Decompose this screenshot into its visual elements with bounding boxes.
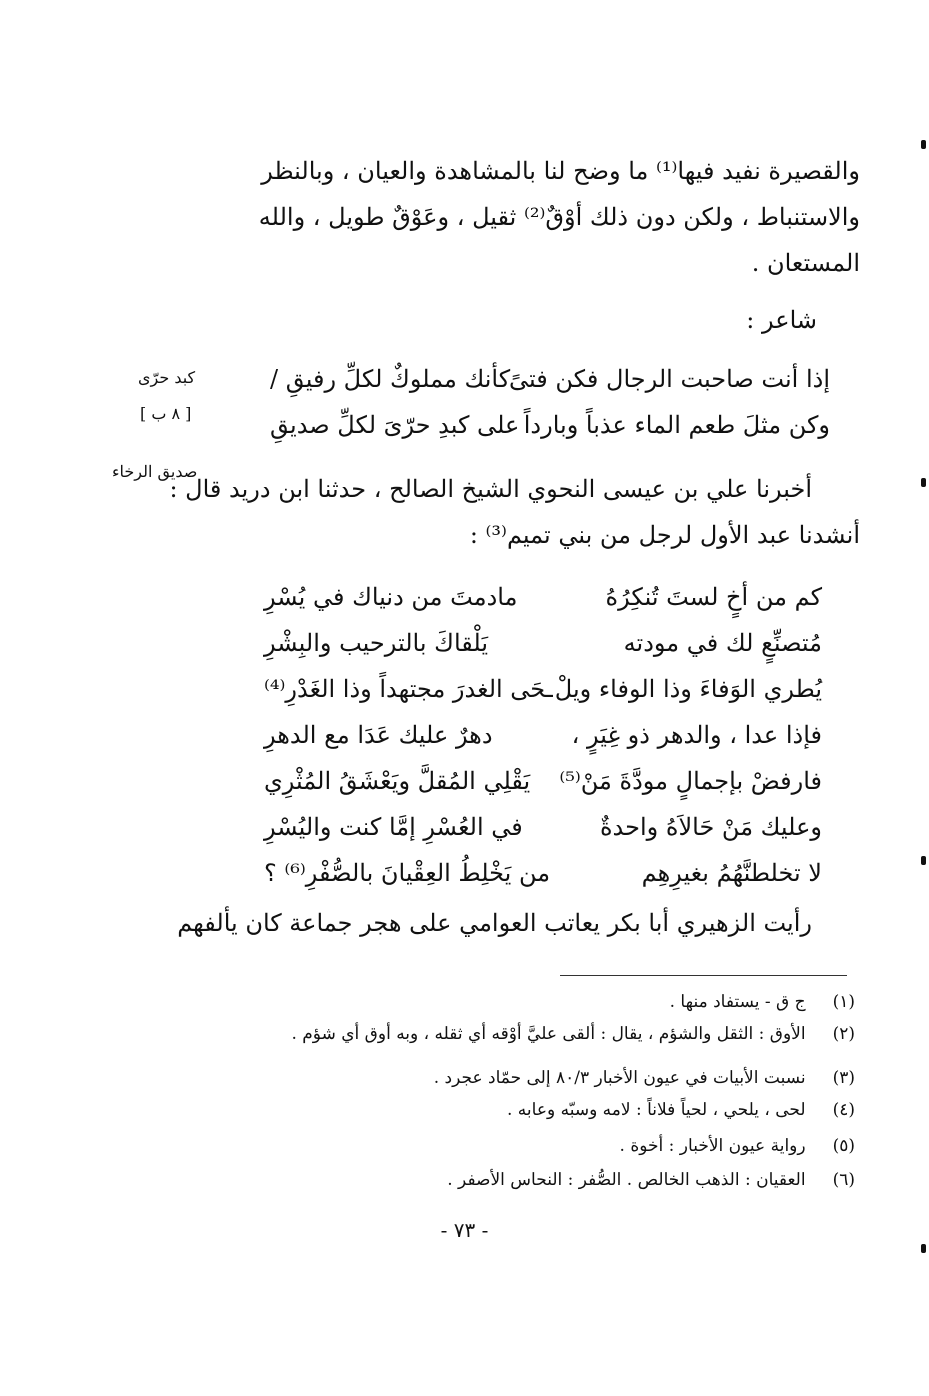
verse-1-row-1-first-hemistich: إذا أنت صاحبت الرجال فكن فتىً	[509, 365, 830, 393]
scan-mark	[921, 140, 926, 149]
page-number: - ٧٣ -	[440, 1218, 489, 1242]
footnote-3-number: (٣)	[832, 1068, 855, 1088]
verse-2-row-4-first-hemistich: فإذا عدا ، والدهر ذو غِيَرٍ ،	[571, 721, 822, 749]
footnote-1-number: (١)	[832, 992, 855, 1012]
footnote-2-number: (٢)	[832, 1024, 855, 1044]
narration-paragraph-2	[469, 512, 860, 558]
verse-1-row-2-first-hemistich: وكن مثلَ طعم الماء عذباً وبارداً	[523, 411, 830, 439]
margin-note-sadiq: صديق الرخاء	[112, 462, 198, 481]
verse-2-row-5-first-hemistich: فارفضْ بإجمالٍ مودَّةَ مَنْ⁽⁵⁾	[559, 767, 822, 795]
footnote-6-text: العقيان : الذهب الخالص . الصُّفر : النحاس الأصفر .	[447, 1170, 806, 1190]
margin-note-folio: [ ٨ ب ]	[140, 404, 192, 423]
footnote-3-text: نسبت الأبيات في عيون الأخبار ٨٠/٣ إلى حمّاد عجرد .	[433, 1068, 806, 1088]
narration-line-2: أنشدنا عبد الأول لرجل من بني تميم⁽³⁾ :	[469, 521, 860, 549]
verse-1-row-2-second-hemistich: على كبدِ حرّىَ لكلِّ صديقِ	[270, 411, 520, 439]
footnote-4-text: لحى ، يلحي ، لحياً فلاناً : لامه وسبّه وعابه .	[506, 1100, 806, 1120]
verse-2-row-7-first-hemistich: لا تخلطنَّهُمُ بغيرِهِم	[641, 859, 822, 887]
footnote-5	[620, 1130, 855, 1162]
verse-2-row-1	[240, 574, 830, 620]
verse-2-row-3-second-hemistich: ـحَى الغدرَ مجتهداً وذا الغَدْرِ⁽⁴⁾	[264, 675, 553, 703]
scan-mark	[921, 478, 926, 487]
footnote-1-text: ج ق - يستفاد منها .	[669, 992, 806, 1012]
verse-2-row-1-second-hemistich: مادمتَ من دنياك في يُسْرِ	[264, 583, 518, 611]
verse-2-row-3	[240, 666, 830, 712]
verse-2-row-5-second-hemistich: يَقْلِي المُقلَّ ويَعْشَقُ المُثْرِي	[264, 767, 531, 795]
intro-line-2: والاستنباط ، ولكن دون ذلك أوْقٌ⁽²⁾ ثقيل ، وعَوْقٌ طويل ، والله	[258, 203, 860, 231]
verse-2-row-1-first-hemistich: كم من أخٍ لستَ تُنكِرُهُ	[605, 583, 822, 611]
footnote-4	[507, 1094, 855, 1126]
intro-paragraph	[228, 148, 860, 286]
verse-2-row-7-second-hemistich: من يَخْلِطُ العِقْيانَ بالصُّفْرِ⁽⁶⁾ ؟	[264, 859, 551, 887]
poet-heading: شاعر :	[746, 306, 817, 334]
narration-paragraph	[169, 466, 812, 512]
margin-note-kabid: كبد حرّى	[138, 368, 196, 387]
footnote-6-number: (٦)	[832, 1170, 855, 1190]
intro-line-3: المستعان .	[751, 249, 860, 277]
verse-2-row-2-first-hemistich: مُتصنِّعٍ لك في مودته	[623, 629, 822, 657]
footnote-4-number: (٤)	[832, 1100, 855, 1120]
verse-1-row-1-second-hemistich: كأنك مملوكٌ لكلِّ رفيقِ /	[270, 365, 511, 393]
footnote-3	[434, 1062, 855, 1094]
verse-1-row-2	[240, 402, 830, 448]
verse-2-row-4-second-hemistich: دهرٌ عليك عَدَا مع الدهرِ	[264, 721, 493, 749]
footnote-5-text: رواية عيون الأخبار : أخوة .	[619, 1136, 806, 1156]
verse-2-row-2-second-hemistich: يَلْقاكَ بالترحيب والبِشْرِ	[264, 629, 489, 657]
footnote-6	[447, 1164, 855, 1196]
verse-2-row-6-second-hemistich: في العُسْرِ إمَّا كنت واليُسْرِ	[264, 813, 523, 841]
footnote-separator	[560, 975, 847, 976]
verse-2-row-4	[240, 712, 830, 758]
footnote-5-number: (٥)	[832, 1136, 855, 1156]
verse-1-row-1	[240, 356, 830, 402]
verse-2-row-6	[240, 804, 830, 850]
verse-2-row-2	[240, 620, 830, 666]
narration-line-1: أخبرنا علي بن عيسى النحوي الشيخ الصالح ، حدثنا ابن دريد قال :	[169, 475, 812, 503]
footnote-2-text: الأوق : الثقل والشؤم ، يقال : ألقى عليَّ أوْقه أي ثقله ، وبه أوق أي شؤم .	[291, 1024, 806, 1044]
closing-line: رأيت الزهيري أبا بكر يعاتب العوامي على هجر جماعة كان يألفهم	[177, 909, 812, 937]
closing-paragraph	[177, 900, 812, 946]
scan-mark	[921, 856, 926, 865]
footnote-2	[291, 1018, 855, 1050]
scan-mark	[921, 1244, 926, 1253]
footnote-1	[670, 986, 855, 1018]
verse-2-row-3-first-hemistich: يُطري الوَفاءَ وذا الوفاء ويلْ	[554, 675, 822, 703]
intro-line-1: والقصيرة نفيد فيها⁽¹⁾ ما وضح لنا بالمشاهدة والعيان ، وبالنظر	[261, 157, 860, 185]
verse-2-row-5	[240, 758, 830, 804]
verse-2-row-6-first-hemistich: وعليك مَنْ حَالاَهُ واحدةٌ	[599, 813, 822, 841]
verse-2-row-7	[240, 850, 830, 896]
